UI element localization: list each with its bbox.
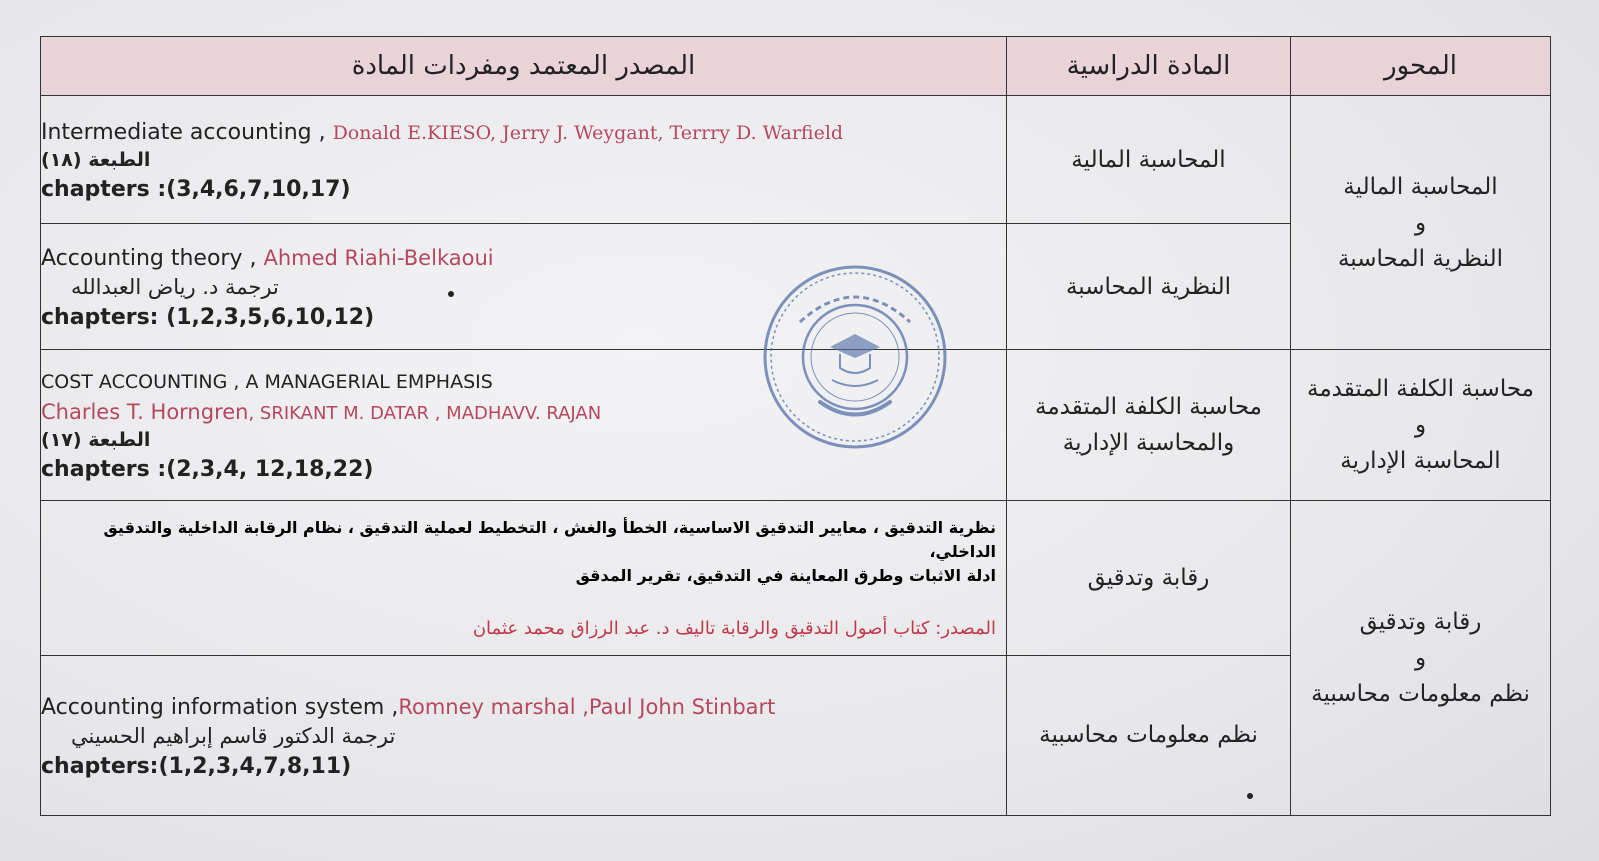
- chapters-label: chapters: (1,2,3,5,6,10,12): [41, 305, 375, 331]
- table-row: [41, 96, 1551, 224]
- chapters-label: chapters :(2,3,4, 12,18,22): [41, 457, 374, 483]
- subject-cell: نظم معلومات محاسبية: [1007, 655, 1291, 815]
- chapters-label: chapters:(1,2,3,4,7,8,11): [41, 753, 352, 779]
- axis-line1: محاسبة الكلفة المتقدمة: [1306, 375, 1534, 402]
- book-authors: Ahmed Riahi-Belkaoui: [263, 246, 494, 271]
- header-row: [41, 37, 1551, 96]
- axis-line2: المحاسبة الإدارية: [1340, 447, 1501, 474]
- axis-conj: و: [1414, 411, 1427, 438]
- translator-label: ترجمة د. رياض العبدالله: [71, 275, 279, 300]
- topics-line2: ادلة الاثبات وطرق المعاينة في التدقيق، تقرير المدقق: [575, 566, 996, 586]
- source-cell: [41, 655, 1007, 815]
- header-axis: المحور: [1291, 37, 1551, 96]
- book-authors: , SRIKANT M. DATAR , MADHAVV. RAJAN: [248, 403, 602, 425]
- chapters-label: chapters :(3,4,6,7,10,17): [41, 176, 351, 202]
- table-row: [41, 500, 1551, 655]
- axis-conj: و: [1414, 209, 1427, 236]
- subject-line1: محاسبة الكلفة المتقدمة: [1034, 393, 1262, 420]
- source-reference: المصدر: كتاب أصول التدقيق والرقابة تاليف د. عبد الرزاق محمد عثمان: [472, 618, 996, 640]
- axis-line2: نظم معلومات محاسبية: [1311, 680, 1530, 707]
- source-cell: [41, 350, 1007, 500]
- axis-conj: و: [1414, 644, 1427, 671]
- axis-cell: [1291, 500, 1551, 815]
- book-title: Intermediate accounting ,: [41, 119, 333, 145]
- stray-dot: [1247, 793, 1253, 799]
- source-cell: [41, 96, 1007, 224]
- book-title: Accounting information system ,: [41, 694, 399, 720]
- source-cell: [41, 500, 1007, 655]
- axis-line1: المحاسبة المالية: [1343, 173, 1498, 200]
- translator-label: ترجمة الدكتور قاسم إبراهيم الحسيني: [71, 723, 396, 748]
- axis-cell: [1291, 350, 1551, 500]
- topics-line1: نظرية التدقيق ، معايير التدقيق الاساسية، الخطأ والغش ، التخطيط لعملية التدقيق ، نظام الرقابة الداخلية والتدقيق الداخلي،: [103, 518, 996, 562]
- subject-cell: المحاسبة المالية: [1007, 96, 1291, 224]
- subject-line2: والمحاسبة الإدارية: [1062, 429, 1235, 456]
- book-authors: Romney marshal ,Paul John Stinbart: [398, 694, 776, 719]
- book-title: COST ACCOUNTING , A MANAGERIAL EMPHASIS: [41, 371, 493, 394]
- axis-cell: [1291, 96, 1551, 350]
- edition-label: الطبعة (١٨): [41, 148, 151, 171]
- stray-dot: [448, 291, 454, 297]
- edition-label: الطبعة (١٧): [41, 429, 151, 452]
- table-row: [41, 350, 1551, 500]
- subject-cell: [1007, 350, 1291, 500]
- syllabus-table: [40, 36, 1551, 816]
- book-authors: Donald E.KIESO, Jerry J. Weygant, Terrry D. Warfield: [332, 121, 844, 144]
- subject-cell: النظرية المحاسبة: [1007, 224, 1291, 350]
- axis-line1: رقابة وتدقيق: [1359, 608, 1482, 635]
- header-source: المصدر المعتمد ومفردات المادة: [41, 37, 1007, 96]
- source-cell: [41, 224, 1007, 350]
- book-author-main: Charles T. Horngren: [41, 400, 249, 425]
- axis-line2: النظرية المحاسبة: [1337, 245, 1504, 272]
- subject-cell: رقابة وتدقيق: [1007, 500, 1291, 655]
- book-title: Accounting theory ,: [41, 246, 264, 272]
- header-subject: المادة الدراسية: [1007, 37, 1291, 96]
